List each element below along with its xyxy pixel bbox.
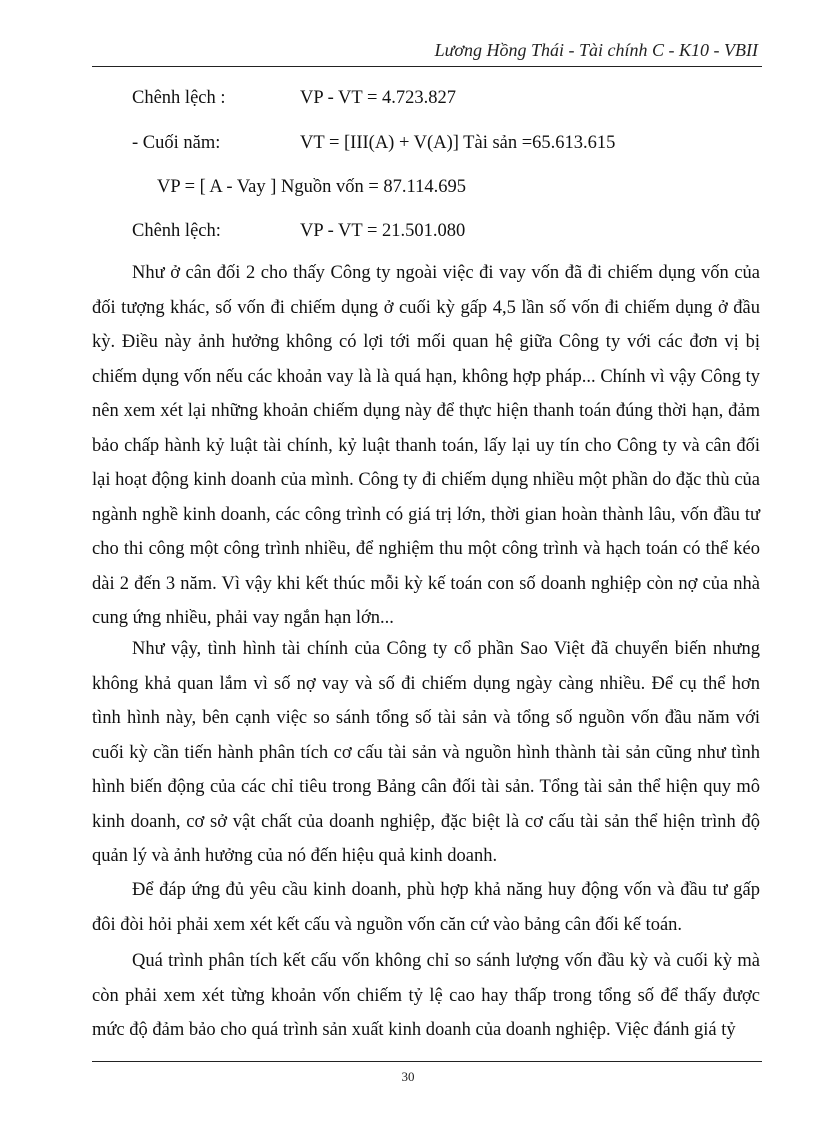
running-header-title: Lương Hồng Thái - Tài chính C - K10 - VBII [434, 40, 758, 60]
calc-row-1 [132, 88, 457, 109]
paragraph-1: Như ở cân đối 2 cho thấy Công ty ngoài việc đi vay vốn đã đi chiếm dụng vốn của đối tượng khác, số vốn đi chiếm dụng ở cuối kỳ gấp 4,5 lần số vốn đi chiếm dụng ở đầu kỳ. Điều này ảnh hưởng không có lợi tới mối quan hệ giữa Công ty với các đơn vị bị chiếm dụng vốn nếu các khoản vay là là quá hạn, không hợp pháp... Chính vì vậy Công ty nên xem xét lại những khoản chiếm dụng này để thực hiện thanh toán đúng thời hạn, đảm bảo chấp hành kỷ luật tài chính, kỷ luật thanh toán, lấy lại uy tín cho Công ty và cân đối lại hoạt động kinh doanh của mình. Công ty đi chiếm dụng nhiều một phần do đặc thù của ngành nghề kinh doanh, các công trình có giá trị lớn, thời gian hoàn thành lâu, vốn đầu tư cho thi công một công trình nhiều, để nghiệm thu một công trình và hạch toán có thể kéo dài 2 đến 3 năm. Vì vậy khi kết thúc mỗi kỳ kế toán con số doanh nghiệp còn nợ của nhà cung ứng nhiều, phải vay ngắn hạn lớn... [92, 263, 760, 628]
calc-row-3 [157, 177, 466, 198]
paragraph-2: Như vậy, tình hình tài chính của Công ty cổ phần Sao Việt đã chuyển biến nhưng không khả quan lắm vì số nợ vay và số đi chiếm dụng ngày càng nhiều. Để cụ thể hơn tình hình này, bên cạnh việc so sánh tổng số tài sản và tổng số nguồn vốn đầu năm với cuối kỳ cần tiến hành phân tích cơ cấu tài sản và nguồn hình thành tài sản cũng như tình hình biến động của các chỉ tiêu trong Bảng cân đối tài sản. Tổng tài sản thể hiện quy mô kinh doanh, cơ sở vật chất của doanh nghiệp, đặc biệt là cơ cấu tài sản thể hiện trình độ quản lý và ảnh hưởng của nó đến hiệu quả kinh doanh. [92, 639, 760, 866]
page-number: 30 [401, 1069, 415, 1084]
calc-row-1-label: Chênh lệch : [132, 88, 226, 108]
calc-row-3-formula: VP = [ A - Vay ] Nguồn vốn = 87.114.695 [157, 177, 466, 197]
calc-row-4 [132, 221, 466, 242]
calc-row-1-formula: VP - VT = 4.723.827 [300, 88, 457, 108]
calc-row-4-formula: VP - VT = 21.501.080 [300, 221, 466, 241]
calc-row-2 [132, 133, 616, 154]
header-divider [92, 66, 762, 67]
paragraph-3: Để đáp ứng đủ yêu cầu kinh doanh, phù hợp khả năng huy động vốn và đầu tư gấp đôi đòi hỏi phải xem xét kết cấu và nguồn vốn căn cứ vào bảng cân đối kế toán. [92, 880, 760, 935]
calc-row-2-formula: VT = [III(A) + V(A)] Tài sản =65.613.615 [300, 133, 616, 153]
footer-divider [92, 1061, 762, 1062]
calc-row-4-label: Chênh lệch: [132, 221, 221, 241]
calc-row-2-label: - Cuối năm: [132, 133, 221, 153]
paragraph-4: Quá trình phân tích kết cấu vốn không chỉ so sánh lượng vốn đầu kỳ và cuối kỳ mà còn phải xem xét từng khoản vốn chiếm tỷ lệ cao hay thấp trong tổng số để thấy được mức độ đảm bảo cho quá trình sản xuất kinh doanh của doanh nghiệp. Việc đánh giá tỷ [92, 951, 760, 1040]
